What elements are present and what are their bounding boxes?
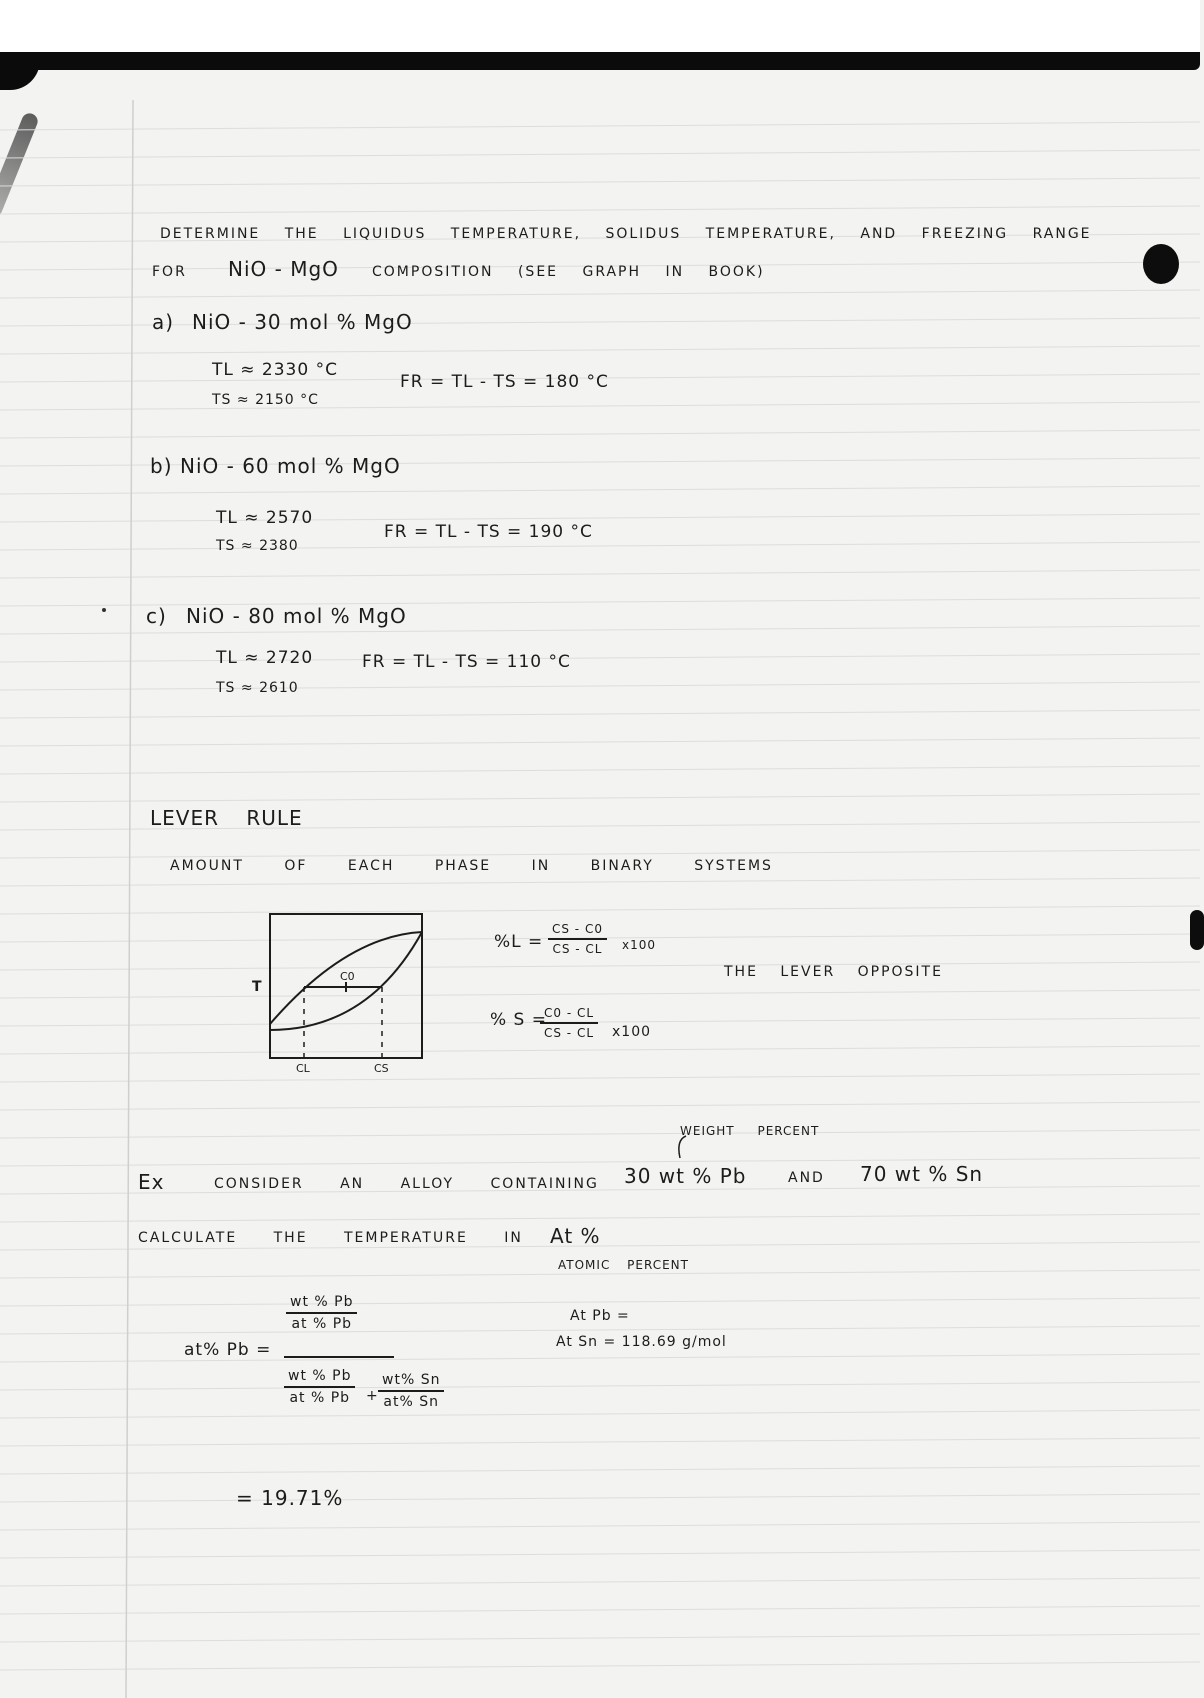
part-a-label: a) <box>152 310 175 334</box>
ruled-line <box>0 1186 1200 1194</box>
ruled-line <box>0 430 1200 438</box>
lever-note: THE LEVER OPPOSITE <box>724 964 943 980</box>
ruled-line <box>0 738 1200 746</box>
diagram-c0-label: C0 <box>340 970 355 983</box>
pct-s-multiplier: x100 <box>612 1024 652 1040</box>
atomic-percent-note: ATOMIC PERCENT <box>558 1258 689 1272</box>
ruled-line <box>0 1102 1200 1110</box>
pct-l-multiplier: x100 <box>622 938 657 952</box>
ruled-line <box>0 514 1200 522</box>
weight-percent-annotation: WEIGHT PERCENT <box>680 1124 820 1138</box>
ruled-line <box>0 598 1200 606</box>
top-numerator: wt % Pb <box>286 1294 357 1314</box>
ruled-line <box>0 1214 1200 1222</box>
atomic-mass-sn: At Sn = 118.69 g/mol <box>556 1334 727 1350</box>
bottom-2-numerator: wt% Sn <box>378 1372 444 1392</box>
ruled-line <box>0 962 1200 970</box>
part-b-solidus: TS ≈ 2380 <box>216 538 299 554</box>
part-b-label: b) <box>150 454 173 478</box>
ruled-line <box>0 906 1200 914</box>
ruled-line <box>0 1410 1200 1418</box>
ruled-line <box>0 1606 1200 1614</box>
ruled-line <box>0 1130 1200 1138</box>
part-a-freezing-range: FR = TL - TS = 180 °C <box>400 372 609 392</box>
ruled-line <box>0 1018 1200 1026</box>
bottom-fraction-2 <box>378 1372 444 1410</box>
ruled-line <box>0 206 1200 214</box>
bottom-2-denominator: at% Sn <box>383 1394 440 1410</box>
ruled-line <box>0 1466 1200 1474</box>
ruled-line <box>0 794 1200 802</box>
ruled-line <box>0 290 1200 298</box>
part-b-freezing-range: FR = TL - TS = 190 °C <box>384 522 593 542</box>
pct-l-lhs: %L = <box>494 932 544 952</box>
at-pct-top-fraction <box>286 1294 357 1332</box>
bottom-plus: + <box>366 1388 379 1404</box>
binder-hole-icon <box>1143 244 1179 284</box>
bottom-1-denominator: at % Pb <box>289 1390 351 1406</box>
ruled-line <box>0 878 1200 886</box>
example-label: Ex <box>138 1170 165 1194</box>
ruled-line <box>0 1382 1200 1390</box>
ruled-line <box>0 122 1200 130</box>
ruled-line <box>0 850 1200 858</box>
atomic-mass-pb: At Pb = <box>570 1308 630 1324</box>
ruled-line <box>0 542 1200 550</box>
example-comp-pb: 30 wt % Pb <box>624 1164 747 1188</box>
margin-line <box>126 100 133 1698</box>
bottom-1-numerator: wt % Pb <box>284 1368 355 1388</box>
example-text: CONSIDER AN ALLOY CONTAINING <box>214 1176 599 1192</box>
part-a-composition: NiO - 30 mol % MgO <box>192 310 413 334</box>
ruled-line <box>0 1662 1200 1670</box>
ruled-line <box>0 1074 1200 1082</box>
stray-dot <box>102 608 106 612</box>
ruled-line <box>0 626 1200 634</box>
ruled-line <box>0 402 1200 410</box>
part-c-label: c) <box>146 604 167 628</box>
ruled-line <box>0 682 1200 690</box>
ruled-line <box>0 1046 1200 1054</box>
binder-hole-icon <box>1190 910 1204 950</box>
pct-s-denominator: CS - CL <box>544 1026 595 1040</box>
ruled-line <box>0 990 1200 998</box>
pct-l-fraction <box>548 922 607 956</box>
ruled-line <box>0 766 1200 774</box>
part-a-liquidus: TL ≈ 2330 °C <box>212 360 338 380</box>
ruled-line <box>0 1354 1200 1362</box>
phase-diagram <box>252 908 436 1075</box>
part-a-solidus: TS ≈ 2150 °C <box>212 392 319 408</box>
pct-l-numerator: CS - C0 <box>548 922 607 940</box>
bottom-fraction-1 <box>284 1368 355 1406</box>
top-denominator: at % Pb <box>291 1316 353 1332</box>
ruled-line <box>0 1494 1200 1502</box>
diagram-cs-label: CS <box>374 1062 389 1075</box>
ruled-line <box>0 654 1200 662</box>
diagram-t-label: T <box>252 979 262 995</box>
ruled-line <box>0 346 1200 354</box>
ruled-line <box>0 1158 1200 1166</box>
main-fraction-bar <box>284 1356 394 1358</box>
ruled-line <box>0 1438 1200 1446</box>
ruled-line <box>0 486 1200 494</box>
calculate-unit: At % <box>550 1224 601 1248</box>
part-c-composition: NiO - 80 mol % MgO <box>186 604 407 628</box>
ruled-line <box>0 710 1200 718</box>
heading-line-1: DETERMINE THE LIQUIDUS TEMPERATURE, SOLIDUS TEMPERATURE, AND FREEZING RANGE <box>160 226 1092 242</box>
diagram-cl-label: CL <box>296 1062 310 1075</box>
ruled-line <box>0 1522 1200 1530</box>
part-c-freezing-range: FR = TL - TS = 110 °C <box>362 652 571 672</box>
heading-line-2-suffix: COMPOSITION (SEE GRAPH IN BOOK) <box>372 264 765 280</box>
heading-line-2-prefix: FOR <box>152 264 187 280</box>
ruled-line <box>0 1578 1200 1586</box>
example-comp-sn: 70 wt % Sn <box>860 1162 984 1186</box>
heading-system: NiO - MgO <box>228 257 339 281</box>
part-c-liquidus: TL ≈ 2720 <box>216 648 314 668</box>
ruled-line <box>0 570 1200 578</box>
pct-s-numerator: C0 - CL <box>540 1006 598 1024</box>
ruled-line <box>0 150 1200 158</box>
at-pct-pb-lhs: at% Pb = <box>184 1340 272 1360</box>
pct-s-fraction <box>540 1006 598 1040</box>
part-b-composition: NiO - 60 mol % MgO <box>180 454 401 478</box>
example-and: AND <box>788 1170 825 1186</box>
result-value: = 19.71% <box>236 1486 344 1510</box>
lever-rule-title: LEVER RULE <box>150 806 303 830</box>
annotation-arrow <box>674 1134 688 1160</box>
pct-s-lhs: % S = <box>490 1010 547 1030</box>
ruled-line <box>0 1634 1200 1642</box>
lever-rule-subtitle: AMOUNT OF EACH PHASE IN BINARY SYSTEMS <box>170 858 773 874</box>
pct-l-denominator: CS - CL <box>552 942 603 956</box>
ruled-line <box>0 318 1200 326</box>
part-c-solidus: TS ≈ 2610 <box>216 680 299 696</box>
ruled-line <box>0 1550 1200 1558</box>
ruled-line <box>0 178 1200 186</box>
ruled-line <box>0 1298 1200 1306</box>
calculate-text: CALCULATE THE TEMPERATURE IN <box>138 1230 523 1246</box>
part-b-liquidus: TL ≈ 2570 <box>216 508 314 528</box>
ruled-line <box>0 1326 1200 1334</box>
